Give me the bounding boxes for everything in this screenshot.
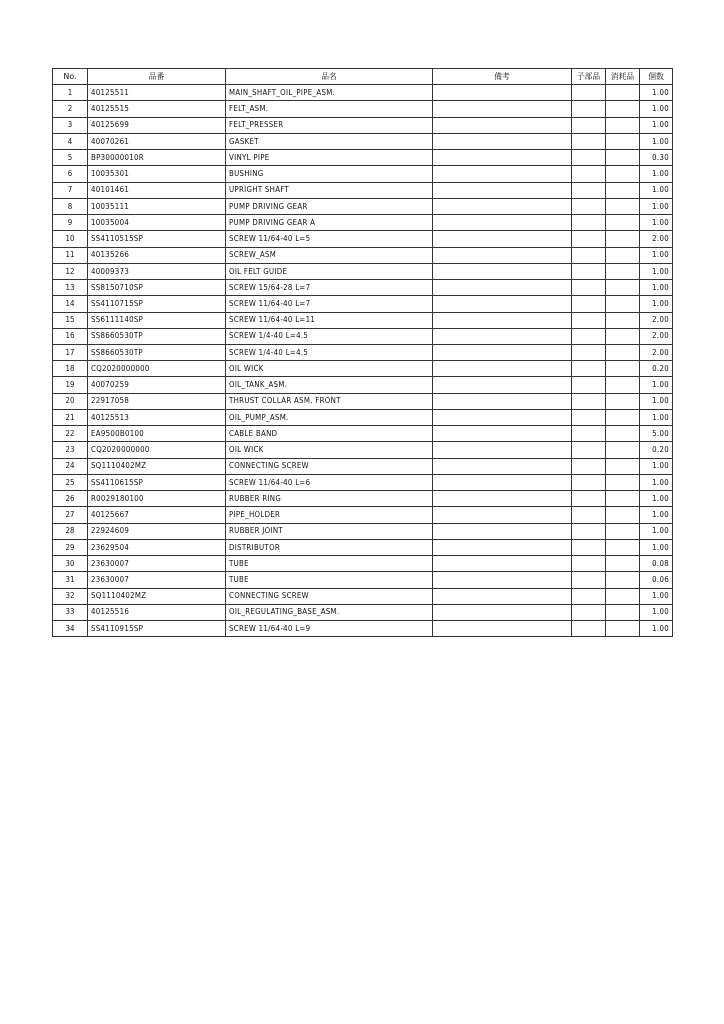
table-row xyxy=(53,588,673,604)
consumable-cell xyxy=(606,117,640,133)
quantity: 1.00 xyxy=(640,85,673,101)
part-number: SQ1110402MZ xyxy=(88,458,226,474)
remarks-cell xyxy=(433,458,572,474)
child-part-cell xyxy=(572,572,606,588)
part-name: UPRIGHT SHAFT xyxy=(226,182,433,198)
quantity: 0.08 xyxy=(640,556,673,572)
remarks-cell xyxy=(433,572,572,588)
quantity: 1.00 xyxy=(640,166,673,182)
table-row xyxy=(53,312,673,328)
row-number: 18 xyxy=(53,361,88,377)
row-number: 29 xyxy=(53,539,88,555)
child-part-cell xyxy=(572,539,606,555)
quantity: 1.00 xyxy=(640,182,673,198)
table-row xyxy=(53,231,673,247)
child-part-cell xyxy=(572,231,606,247)
row-number: 19 xyxy=(53,377,88,393)
consumable-cell xyxy=(606,620,640,636)
row-number: 13 xyxy=(53,280,88,296)
row-number: 11 xyxy=(53,247,88,263)
child-part-cell xyxy=(572,426,606,442)
part-name: OIL WICK xyxy=(226,442,433,458)
quantity: 1.00 xyxy=(640,215,673,231)
row-number: 21 xyxy=(53,409,88,425)
quantity: 1.00 xyxy=(640,133,673,149)
table-row xyxy=(53,328,673,344)
part-name: OIL WICK xyxy=(226,361,433,377)
child-part-cell xyxy=(572,474,606,490)
remarks-cell xyxy=(433,166,572,182)
child-part-cell xyxy=(572,182,606,198)
row-number: 31 xyxy=(53,572,88,588)
header-quantity: 個数 xyxy=(640,69,673,85)
table-row xyxy=(53,247,673,263)
quantity: 1.00 xyxy=(640,117,673,133)
table-row xyxy=(53,377,673,393)
table-row xyxy=(53,491,673,507)
quantity: 2.00 xyxy=(640,344,673,360)
remarks-cell xyxy=(433,263,572,279)
remarks-cell xyxy=(433,150,572,166)
child-part-cell xyxy=(572,409,606,425)
table-row xyxy=(53,572,673,588)
part-number: 40125699 xyxy=(88,117,226,133)
child-part-cell xyxy=(572,393,606,409)
part-name: SCREW 11/64-40 L=9 xyxy=(226,620,433,636)
child-part-cell xyxy=(572,361,606,377)
table-row xyxy=(53,426,673,442)
table-row xyxy=(53,393,673,409)
part-name: CABLE BAND xyxy=(226,426,433,442)
parts-list-table xyxy=(52,68,673,637)
part-number: SS4110715SP xyxy=(88,296,226,312)
consumable-cell xyxy=(606,280,640,296)
table-row xyxy=(53,361,673,377)
child-part-cell xyxy=(572,296,606,312)
quantity: 1.00 xyxy=(640,377,673,393)
part-number: 40135266 xyxy=(88,247,226,263)
part-number: SS6111140SP xyxy=(88,312,226,328)
remarks-cell xyxy=(433,556,572,572)
child-part-cell xyxy=(572,556,606,572)
part-name: MAIN_SHAFT_OIL_PIPE_ASM. xyxy=(226,85,433,101)
row-number: 6 xyxy=(53,166,88,182)
row-number: 27 xyxy=(53,507,88,523)
quantity: 1.00 xyxy=(640,523,673,539)
consumable-cell xyxy=(606,182,640,198)
remarks-cell xyxy=(433,491,572,507)
remarks-cell xyxy=(433,231,572,247)
quantity: 5.00 xyxy=(640,426,673,442)
consumable-cell xyxy=(606,101,640,117)
quantity: 0.30 xyxy=(640,150,673,166)
quantity: 1.00 xyxy=(640,263,673,279)
remarks-cell xyxy=(433,523,572,539)
row-number: 7 xyxy=(53,182,88,198)
consumable-cell xyxy=(606,312,640,328)
remarks-cell xyxy=(433,182,572,198)
consumable-cell xyxy=(606,539,640,555)
table-row xyxy=(53,296,673,312)
part-name: OIL_REGULATING_BASE_ASM. xyxy=(226,604,433,620)
part-name: SCREW 1/4-40 L=4.5 xyxy=(226,328,433,344)
part-number: CQ2020000000 xyxy=(88,442,226,458)
consumable-cell xyxy=(606,572,640,588)
remarks-cell xyxy=(433,85,572,101)
part-name: GASKET xyxy=(226,133,433,149)
table-body xyxy=(53,85,673,637)
row-number: 17 xyxy=(53,344,88,360)
consumable-cell xyxy=(606,231,640,247)
consumable-cell xyxy=(606,377,640,393)
consumable-cell xyxy=(606,263,640,279)
row-number: 10 xyxy=(53,231,88,247)
row-number: 4 xyxy=(53,133,88,149)
consumable-cell xyxy=(606,296,640,312)
part-number: 40125667 xyxy=(88,507,226,523)
quantity: 1.00 xyxy=(640,474,673,490)
table-row xyxy=(53,280,673,296)
part-name: SCREW 11/64-40 L=5 xyxy=(226,231,433,247)
part-number: 23629504 xyxy=(88,539,226,555)
consumable-cell xyxy=(606,556,640,572)
table-row xyxy=(53,344,673,360)
part-name: DISTRIBUTOR xyxy=(226,539,433,555)
header-part-name: 品名 xyxy=(226,69,433,85)
part-number: 40009373 xyxy=(88,263,226,279)
remarks-cell xyxy=(433,328,572,344)
header-child-part: 子部品 xyxy=(572,69,606,85)
quantity: 1.00 xyxy=(640,491,673,507)
quantity: 1.00 xyxy=(640,604,673,620)
part-number: 40125511 xyxy=(88,85,226,101)
row-number: 34 xyxy=(53,620,88,636)
part-number: 23630007 xyxy=(88,556,226,572)
part-number: 40125513 xyxy=(88,409,226,425)
child-part-cell xyxy=(572,588,606,604)
consumable-cell xyxy=(606,588,640,604)
part-number: 40070261 xyxy=(88,133,226,149)
part-number: EA9500B0100 xyxy=(88,426,226,442)
part-number: BP30000010R xyxy=(88,150,226,166)
consumable-cell xyxy=(606,198,640,214)
consumable-cell xyxy=(606,409,640,425)
table-row xyxy=(53,198,673,214)
consumable-cell xyxy=(606,507,640,523)
quantity: 1.00 xyxy=(640,409,673,425)
part-name: PUMP DRIVING GEAR A xyxy=(226,215,433,231)
part-name: PIPE_HOLDER xyxy=(226,507,433,523)
part-name: SCREW 11/64-40 L=6 xyxy=(226,474,433,490)
consumable-cell xyxy=(606,458,640,474)
consumable-cell xyxy=(606,133,640,149)
consumable-cell xyxy=(606,344,640,360)
header-remarks: 備考 xyxy=(433,69,572,85)
part-name: CONNECTING SCREW xyxy=(226,458,433,474)
part-name: PUMP DRIVING GEAR xyxy=(226,198,433,214)
row-number: 9 xyxy=(53,215,88,231)
header-no: No. xyxy=(53,69,88,85)
consumable-cell xyxy=(606,604,640,620)
table-row xyxy=(53,182,673,198)
child-part-cell xyxy=(572,604,606,620)
part-name: TUBE xyxy=(226,556,433,572)
row-number: 12 xyxy=(53,263,88,279)
table-row xyxy=(53,620,673,636)
child-part-cell xyxy=(572,523,606,539)
part-number: 10035111 xyxy=(88,198,226,214)
remarks-cell xyxy=(433,117,572,133)
row-number: 25 xyxy=(53,474,88,490)
remarks-cell xyxy=(433,247,572,263)
quantity: 1.00 xyxy=(640,393,673,409)
part-name: OIL_PUMP_ASM. xyxy=(226,409,433,425)
remarks-cell xyxy=(433,507,572,523)
row-number: 3 xyxy=(53,117,88,133)
part-name: FELT_ASM. xyxy=(226,101,433,117)
consumable-cell xyxy=(606,393,640,409)
consumable-cell xyxy=(606,85,640,101)
row-number: 30 xyxy=(53,556,88,572)
row-number: 24 xyxy=(53,458,88,474)
table-row xyxy=(53,458,673,474)
part-number: SS8150710SP xyxy=(88,280,226,296)
row-number: 32 xyxy=(53,588,88,604)
quantity: 1.00 xyxy=(640,458,673,474)
table-row xyxy=(53,85,673,101)
remarks-cell xyxy=(433,393,572,409)
child-part-cell xyxy=(572,150,606,166)
part-name: FELT_PRESSER xyxy=(226,117,433,133)
part-name: CONNECTING SCREW xyxy=(226,588,433,604)
row-number: 20 xyxy=(53,393,88,409)
remarks-cell xyxy=(433,539,572,555)
quantity: 1.00 xyxy=(640,539,673,555)
remarks-cell xyxy=(433,215,572,231)
consumable-cell xyxy=(606,523,640,539)
row-number: 28 xyxy=(53,523,88,539)
quantity: 2.00 xyxy=(640,231,673,247)
child-part-cell xyxy=(572,280,606,296)
part-number: SS4110515SP xyxy=(88,231,226,247)
row-number: 22 xyxy=(53,426,88,442)
quantity: 0.20 xyxy=(640,361,673,377)
quantity: 1.00 xyxy=(640,588,673,604)
consumable-cell xyxy=(606,474,640,490)
row-number: 15 xyxy=(53,312,88,328)
remarks-cell xyxy=(433,426,572,442)
consumable-cell xyxy=(606,491,640,507)
table-row xyxy=(53,604,673,620)
remarks-cell xyxy=(433,377,572,393)
part-number: 10035301 xyxy=(88,166,226,182)
table-row xyxy=(53,442,673,458)
table-row xyxy=(53,117,673,133)
remarks-cell xyxy=(433,409,572,425)
part-name: VINYL PIPE xyxy=(226,150,433,166)
quantity: 2.00 xyxy=(640,312,673,328)
quantity: 1.00 xyxy=(640,247,673,263)
table-row xyxy=(53,507,673,523)
child-part-cell xyxy=(572,377,606,393)
part-number: SS8660530TP xyxy=(88,344,226,360)
remarks-cell xyxy=(433,588,572,604)
row-number: 5 xyxy=(53,150,88,166)
part-name: SCREW 11/64-40 L=11 xyxy=(226,312,433,328)
child-part-cell xyxy=(572,198,606,214)
row-number: 23 xyxy=(53,442,88,458)
child-part-cell xyxy=(572,620,606,636)
part-name: RUBBER RING xyxy=(226,491,433,507)
child-part-cell xyxy=(572,344,606,360)
table-row xyxy=(53,263,673,279)
child-part-cell xyxy=(572,101,606,117)
part-name: THRUST COLLAR ASM. FRONT xyxy=(226,393,433,409)
child-part-cell xyxy=(572,442,606,458)
row-number: 1 xyxy=(53,85,88,101)
consumable-cell xyxy=(606,442,640,458)
part-number: SQ1110402MZ xyxy=(88,588,226,604)
part-name: BUSHING xyxy=(226,166,433,182)
part-number: SS4110615SP xyxy=(88,474,226,490)
part-number: 23630007 xyxy=(88,572,226,588)
remarks-cell xyxy=(433,198,572,214)
row-number: 16 xyxy=(53,328,88,344)
child-part-cell xyxy=(572,215,606,231)
table-row xyxy=(53,150,673,166)
quantity: 1.00 xyxy=(640,280,673,296)
child-part-cell xyxy=(572,312,606,328)
part-name: SCREW_ASM xyxy=(226,247,433,263)
row-number: 14 xyxy=(53,296,88,312)
consumable-cell xyxy=(606,361,640,377)
part-number: 40070259 xyxy=(88,377,226,393)
child-part-cell xyxy=(572,166,606,182)
child-part-cell xyxy=(572,133,606,149)
part-name: OIL FELT GUIDE xyxy=(226,263,433,279)
table-header xyxy=(53,69,673,85)
quantity: 1.00 xyxy=(640,198,673,214)
part-number: SS8660530TP xyxy=(88,328,226,344)
child-part-cell xyxy=(572,263,606,279)
quantity: 0.20 xyxy=(640,442,673,458)
consumable-cell xyxy=(606,426,640,442)
child-part-cell xyxy=(572,117,606,133)
part-number: 10035004 xyxy=(88,215,226,231)
table-row xyxy=(53,215,673,231)
remarks-cell xyxy=(433,442,572,458)
remarks-cell xyxy=(433,474,572,490)
row-number: 33 xyxy=(53,604,88,620)
consumable-cell xyxy=(606,247,640,263)
consumable-cell xyxy=(606,215,640,231)
part-number: 22917058 xyxy=(88,393,226,409)
part-name: SCREW 1/4-40 L=4.5 xyxy=(226,344,433,360)
part-name: TUBE xyxy=(226,572,433,588)
remarks-cell xyxy=(433,133,572,149)
consumable-cell xyxy=(606,328,640,344)
header-part-no: 品番 xyxy=(88,69,226,85)
remarks-cell xyxy=(433,280,572,296)
quantity: 1.00 xyxy=(640,620,673,636)
table-row xyxy=(53,133,673,149)
remarks-cell xyxy=(433,344,572,360)
remarks-cell xyxy=(433,620,572,636)
quantity: 1.00 xyxy=(640,101,673,117)
table-row xyxy=(53,523,673,539)
remarks-cell xyxy=(433,361,572,377)
row-number: 26 xyxy=(53,491,88,507)
table-row xyxy=(53,556,673,572)
row-number: 8 xyxy=(53,198,88,214)
part-number: 40125516 xyxy=(88,604,226,620)
quantity: 2.00 xyxy=(640,328,673,344)
quantity: 1.00 xyxy=(640,507,673,523)
part-number: 22924609 xyxy=(88,523,226,539)
remarks-cell xyxy=(433,296,572,312)
part-name: SCREW 15/64-28 L=7 xyxy=(226,280,433,296)
table-row xyxy=(53,101,673,117)
remarks-cell xyxy=(433,312,572,328)
child-part-cell xyxy=(572,247,606,263)
child-part-cell xyxy=(572,458,606,474)
header-row xyxy=(53,69,673,85)
quantity: 1.00 xyxy=(640,296,673,312)
child-part-cell xyxy=(572,491,606,507)
part-number: 40125515 xyxy=(88,101,226,117)
part-number: 40101461 xyxy=(88,182,226,198)
table-row xyxy=(53,166,673,182)
remarks-cell xyxy=(433,101,572,117)
table-row xyxy=(53,409,673,425)
child-part-cell xyxy=(572,328,606,344)
child-part-cell xyxy=(572,85,606,101)
table-row xyxy=(53,539,673,555)
child-part-cell xyxy=(572,507,606,523)
row-number: 2 xyxy=(53,101,88,117)
part-name: SCREW 11/64-40 L=7 xyxy=(226,296,433,312)
consumable-cell xyxy=(606,166,640,182)
header-consumable: 消耗品 xyxy=(606,69,640,85)
consumable-cell xyxy=(606,150,640,166)
part-number: SS4110915SP xyxy=(88,620,226,636)
part-number: R0029180100 xyxy=(88,491,226,507)
part-name: RUBBER JOINT xyxy=(226,523,433,539)
part-number: CQ2020000000 xyxy=(88,361,226,377)
quantity: 0.06 xyxy=(640,572,673,588)
remarks-cell xyxy=(433,604,572,620)
part-name: OIL_TANK_ASM. xyxy=(226,377,433,393)
table-row xyxy=(53,474,673,490)
